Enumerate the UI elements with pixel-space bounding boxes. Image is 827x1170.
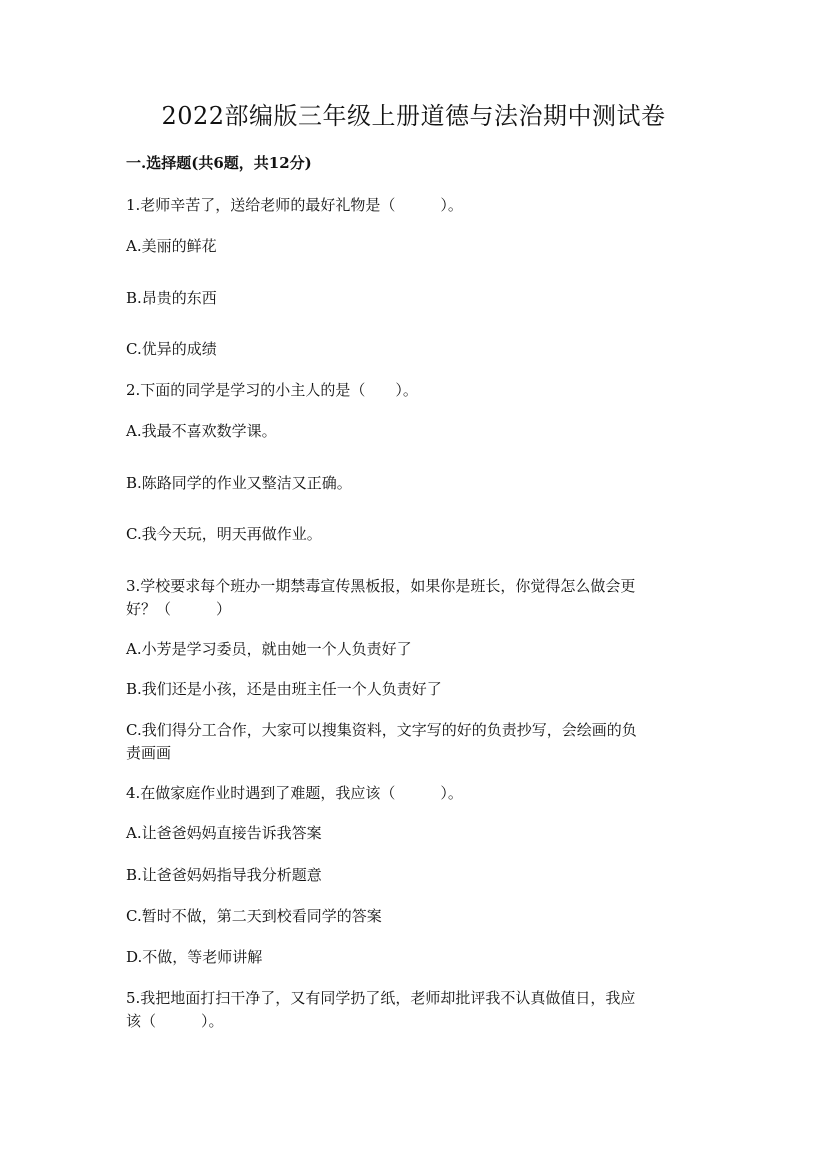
question-3-option-c-line-1: C.我们得分工合作，大家可以搜集资料，文字写的好的负责抄写，会绘画的负 bbox=[126, 721, 637, 739]
question-5-stem-line-2: 该（ ）。 bbox=[126, 1012, 224, 1030]
question-3-stem-line-2: 好？（ ） bbox=[126, 600, 232, 618]
question-3-option-b: B.我们还是小孩，还是由班主任一个人负责好了 bbox=[126, 680, 442, 698]
question-3-option-c-line-2: 责画画 bbox=[126, 744, 172, 762]
question-4-option-c: C.暂时不做，第二天到校看同学的答案 bbox=[126, 907, 382, 925]
page-title: 2022部编版三年级上册道德与法治期中测试卷 bbox=[161, 102, 666, 130]
question-2-option-b: B.陈路同学的作业又整洁又正确。 bbox=[126, 474, 352, 492]
question-2-stem: 2.下面的同学是学习的小主人的是（ ）。 bbox=[126, 381, 418, 399]
question-3-stem-line-1: 3.学校要求每个班办一期禁毒宣传黑板报，如果你是班长，你觉得怎么做会更 bbox=[126, 577, 636, 595]
question-1-option-b: B.昂贵的东西 bbox=[126, 289, 217, 307]
question-4-option-b: B.让爸爸妈妈指导我分析题意 bbox=[126, 866, 322, 884]
question-1-option-a: A.美丽的鲜花 bbox=[126, 237, 217, 255]
question-2-option-a: A.我最不喜欢数学课。 bbox=[126, 422, 277, 440]
question-4-stem: 4.在做家庭作业时遇到了难题，我应该（ ）。 bbox=[126, 784, 463, 802]
question-2-option-c: C.我今天玩，明天再做作业。 bbox=[126, 525, 322, 543]
section-heading: 一.选择题(共6题，共12分) bbox=[126, 154, 312, 172]
question-1-stem: 1.老师辛苦了，送给老师的最好礼物是（ ）。 bbox=[126, 196, 463, 214]
question-1-option-c: C.优异的成绩 bbox=[126, 340, 217, 358]
question-5-stem-line-1: 5.我把地面打扫干净了，又有同学扔了纸，老师却批评我不认真做值日，我应 bbox=[126, 989, 636, 1007]
question-4-option-a: A.让爸爸妈妈直接告诉我答案 bbox=[126, 824, 322, 842]
question-3-option-a: A.小芳是学习委员，就由她一个人负责好了 bbox=[126, 640, 412, 658]
question-4-option-d: D.不做，等老师讲解 bbox=[126, 948, 263, 966]
